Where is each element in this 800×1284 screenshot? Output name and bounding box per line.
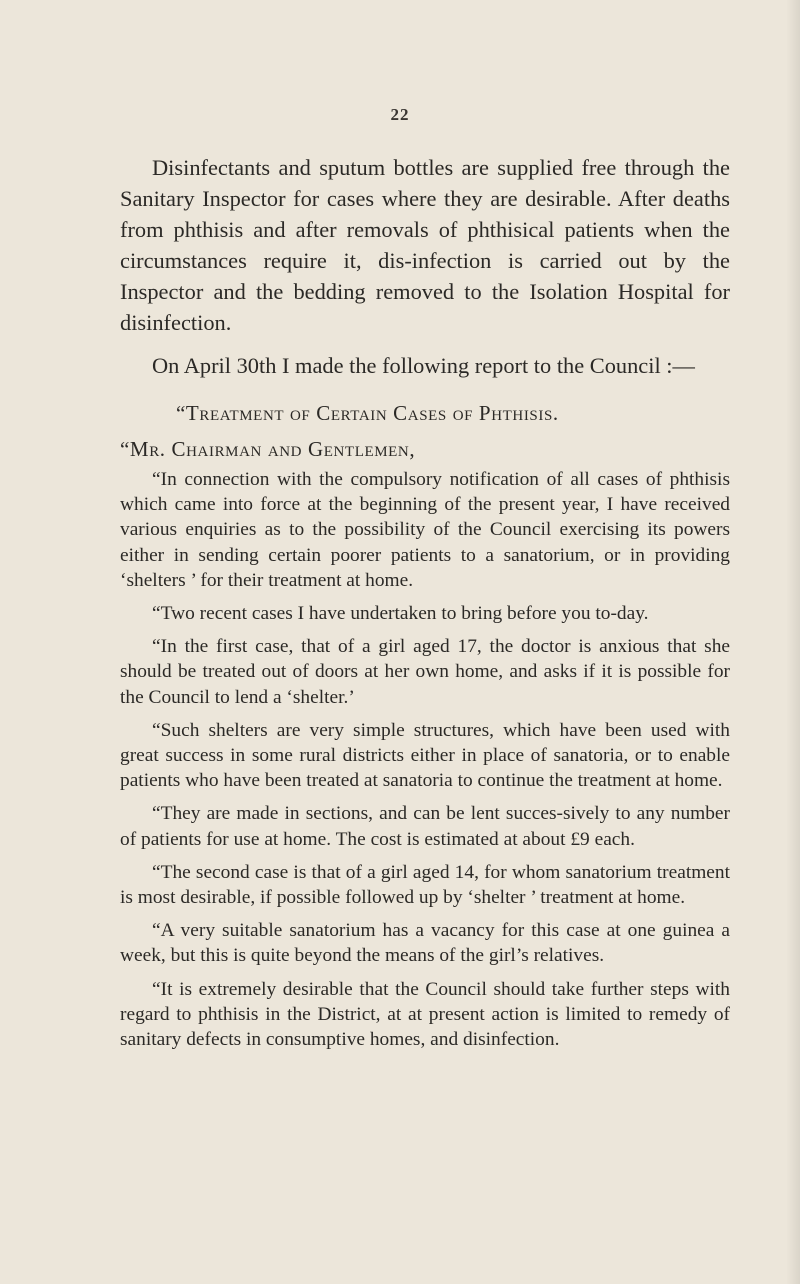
report-paragraph: “In connection with the compulsory notification of all cases of phthisis which came into force at the beginning of the present year, I have received various enquiries as to the possibility of the Council exercising its powers either in sending certain poorer patients to a sanatorium, or in providing ‘shelters ’ for their treatment at home. (120, 469, 730, 591)
paragraph-disinfectants: Disinfectants and sputum bottles are supplied free through the Sanitary Inspector for cases where they are desirable. After deaths from phthisis and after removals of phthisical patients when the circumstances require it, dis-infection is carried out by the Inspector and the bedding removed to the Isolation Hospital for disinfection. (120, 155, 730, 335)
report-heading: “Treatment of Certain Cases of Phthisis. (176, 401, 559, 425)
report-paragraph: “The second case is that of a girl aged 14, for whom sanatorium treatment is most desirable, if possible followed up by ‘shelter ’ treatment at home. (120, 861, 730, 909)
paragraph-report-intro: On April 30th I made the following report to the Council :— (152, 353, 695, 378)
page-edge-shadow (786, 0, 800, 1284)
report-salutation: “Mr. Chairman and Gentlemen, (120, 437, 416, 461)
report-paragraph: “Two recent cases I have undertaken to bring before you to-day. (152, 603, 649, 625)
report-paragraph: “They are made in sections, and can be lent succes-sively to any number of patients for use at home. The cost is estimated at about £9 each. (120, 803, 730, 850)
report-paragraph: “It is extremely desirable that the Council should take further steps with regard to phthisis in the District, at at present action is limited to remedy of sanitary defects in consumptive homes, and disinfection. (120, 978, 730, 1051)
report-paragraph: “In the first case, that of a girl aged 17, the doctor is anxious that she should be treated out of doors at her own home, and asks if it is possible for the Council to lend a ‘shelter.’ (120, 636, 730, 708)
report-paragraph: “A very suitable sanatorium has a vacancy for this case at one guinea a week, but this is quite beyond the means of the girl’s relatives. (120, 920, 730, 967)
page-number: 22 (390, 105, 410, 124)
document-body (120, 152, 730, 1052)
report-paragraph: “Such shelters are very simple structures, which have been used with great success in some rural districts either in place of sanatoria, or to enable patients who have been treated at sanatoria to continue the treatment at home. (120, 719, 730, 792)
